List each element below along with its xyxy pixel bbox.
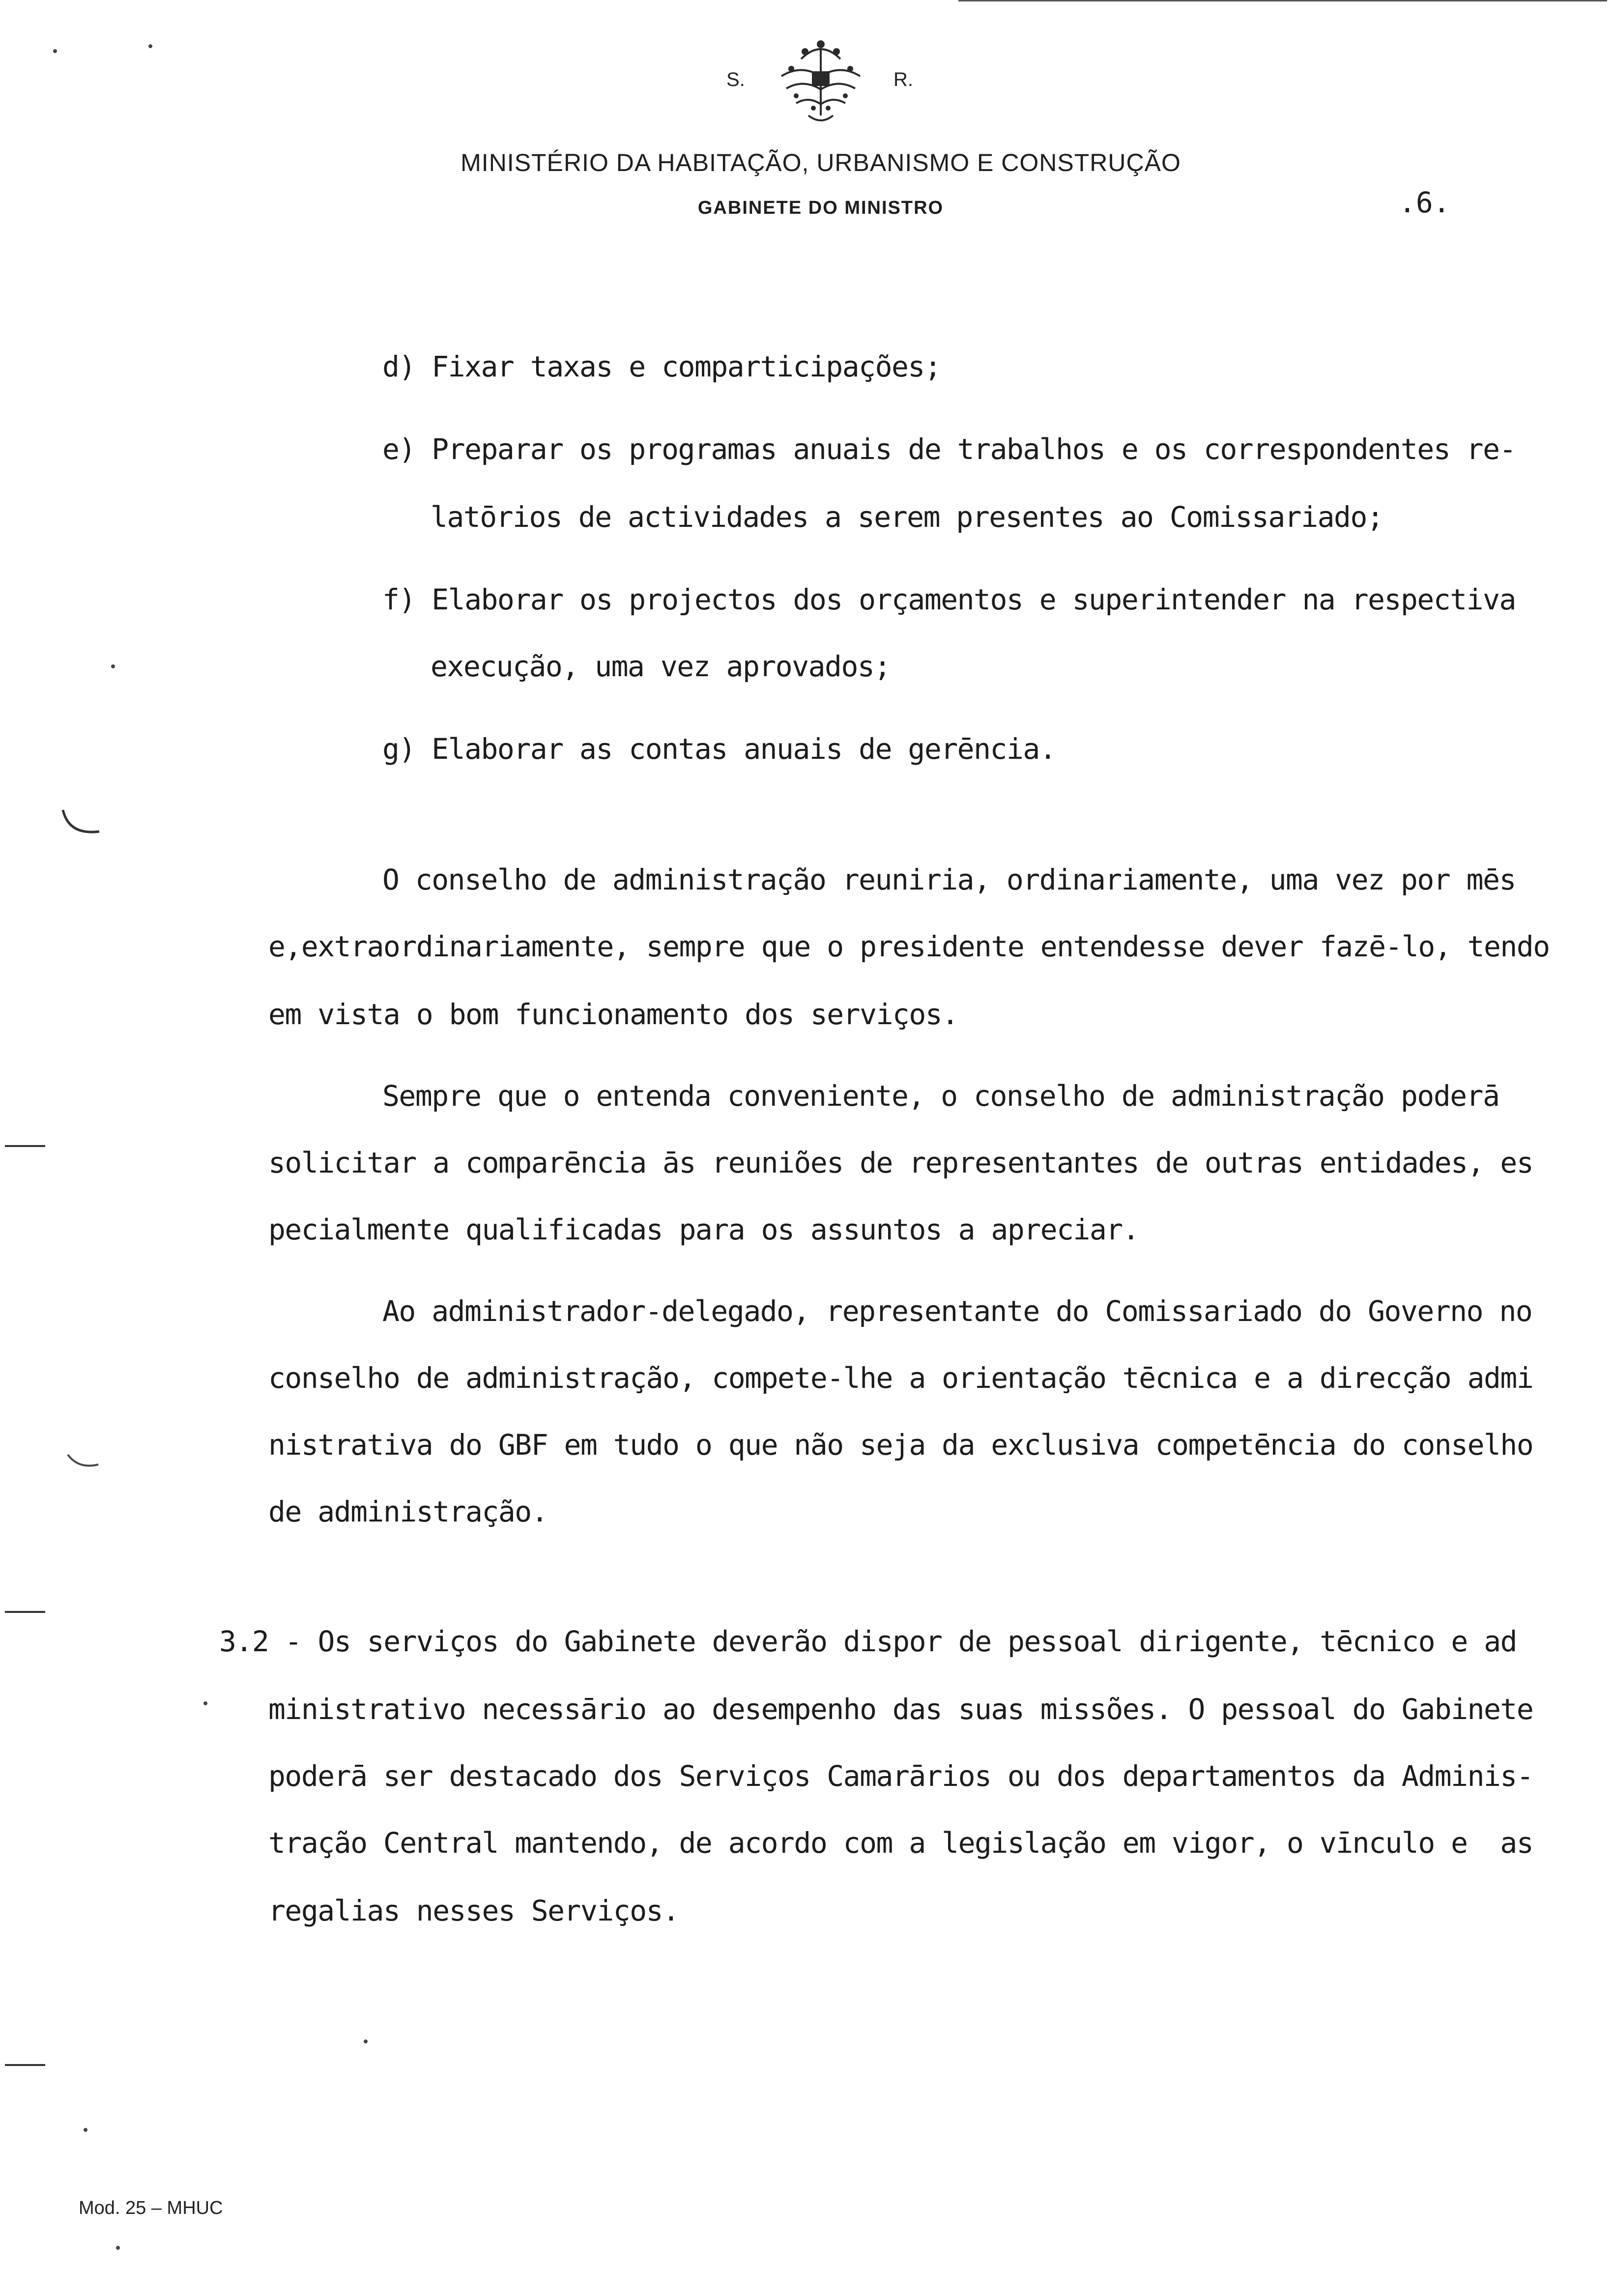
margin-mark [5, 1611, 45, 1613]
margin-dot [84, 2128, 87, 2132]
margin-dot [53, 49, 57, 53]
margin-mark [5, 2064, 45, 2066]
paragraph-2-line-1: Sempre que o entenda conveniente, o conselho de administração poderā [382, 1079, 1499, 1113]
margin-dot [203, 1701, 207, 1705]
list-item-f-line-2: execução, uma vez aprovados; [431, 650, 891, 683]
margin-dot [364, 2039, 368, 2043]
margin-dot [116, 2246, 120, 2250]
list-item-f-line-1: f) Elaborar os projectos dos orçamentos e superintender na respectiva [382, 583, 1516, 616]
margin-curve [59, 806, 103, 840]
section-3-2-line-1: 3.2 - Os serviços do Gabinete deverão dispor de pessoal dirigente, tēcnico e ad [219, 1625, 1517, 1658]
paragraph-3-line-4: de administração. [268, 1495, 548, 1528]
ministry-title: MINISTÉRIO DA HABITAÇÃO, URBANISMO E CONSTRUÇÃO [461, 149, 1181, 176]
page-number: .6. [1399, 186, 1450, 219]
paragraph-1-line-2: e,extraordinariamente, sempre que o presidente entendesse dever fazē-lo, tendo [268, 930, 1550, 963]
paragraph-2-line-3: pecialmente qualificadas para os assuntos a apreciar. [268, 1213, 1139, 1246]
section-3-2-line-5: regalias nesses Serviços. [268, 1894, 679, 1927]
paragraph-3-line-2: conselho de administração, compete-lhe a orientação tēcnica e a direcção admi [268, 1361, 1533, 1395]
paragraph-1-line-3: em vista o bom funcionamento dos serviços. [268, 998, 958, 1031]
paragraph-2-line-2: solicitar a comparēncia ās reuniões de representantes de outras entidades, es [268, 1146, 1533, 1179]
section-3-2-line-3: poderā ser destacado dos Serviços Camarārios ou dos departamentos da Adminis- [268, 1759, 1533, 1793]
top-edge-line [958, 0, 1607, 1]
margin-dot [111, 664, 115, 668]
margin-curve [64, 1445, 103, 1474]
margin-mark [5, 1145, 45, 1147]
list-item-e-line-1: e) Preparar os programas anuais de trabalhos e os correspondentes re- [382, 432, 1516, 466]
paragraph-3-line-3: nistrativa do GBF em tudo o que não seja da exclusiva competēncia do conselho [268, 1428, 1533, 1462]
list-item-e-line-2: latōrios de actividades a serem presentes ao Comissariado; [431, 500, 1383, 534]
crest-emblem-icon [767, 29, 875, 128]
sr-initial-left: S. [726, 69, 745, 90]
list-item-g: g) Elaborar as contas anuais de gerēncia. [382, 732, 1056, 766]
sr-initial-right: R. [893, 69, 913, 90]
cabinet-subtitle: GABINETE DO MINISTRO [697, 198, 944, 218]
section-3-2-line-2: ministrativo necessārio ao desempenho das suas missões. O pessoal do Gabinete [268, 1693, 1533, 1726]
margin-dot [148, 44, 152, 48]
section-3-2-line-4: tração Central mantendo, de acordo com a legislação em vigor, o vīnculo e as [268, 1826, 1533, 1860]
paragraph-1-line-1: O conselho de administração reuniria, ordinariamente, uma vez por mēs [382, 863, 1516, 896]
form-code: Mod. 25 – MHUC [79, 2198, 223, 2218]
paragraph-3-line-1: Ao administrador-delegado, representante do Comissariado do Governo no [382, 1294, 1532, 1328]
list-item-d: d) Fixar taxas e comparticipações; [382, 350, 941, 383]
